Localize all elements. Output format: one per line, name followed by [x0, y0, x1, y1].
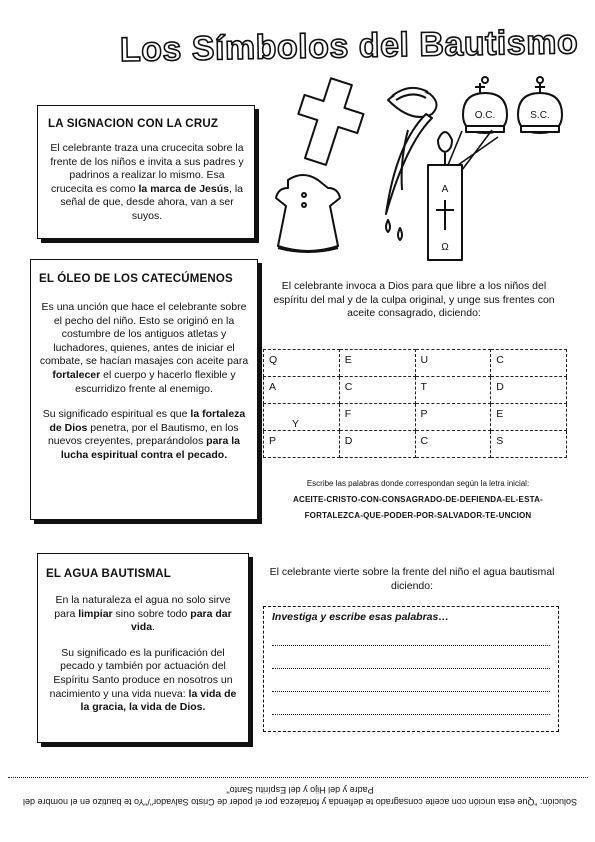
cut-line: [8, 777, 588, 778]
answer-line[interactable]: [272, 648, 550, 669]
oleo-box: [30, 259, 258, 520]
cross-icon: [286, 72, 371, 171]
intro-text: El celebrante invoca a Dios para que libre a los niños del espíritu del mal y de la culpa original, y unge sus frentes con aceite consagrado, diciendo:: [273, 280, 555, 320]
grid-cell[interactable]: Y: [264, 404, 340, 431]
baptism-gown-icon: [276, 175, 340, 252]
answer-line[interactable]: [272, 671, 550, 692]
solution-text: Solución: "Que esta unción con aceite consagrado te defienda y fortalezca por el poder de Cristo Salvador"/"Yo te bautizo en el nombre del Padre y del Hijo y del Espíritu Santo": [22, 785, 578, 807]
grid-cell[interactable]: T: [415, 377, 491, 404]
paschal-candle-icon: [428, 130, 498, 260]
candle-alpha: A: [441, 184, 449, 195]
oil-jar-sc-icon: [518, 77, 562, 133]
grid-cell[interactable]: U: [415, 350, 491, 377]
grid-cell[interactable]: F: [339, 404, 415, 431]
oil-label-oc: O.C.: [474, 110, 496, 121]
grid-cell[interactable]: Q: [264, 350, 340, 377]
grid-cell[interactable]: E: [491, 404, 567, 431]
agua-intro-text: El celebrante vierte sobre la frente del niño el agua bautismal diciendo:: [269, 566, 555, 592]
oleo-text: Es una unción que hace el celebrante sobre el pecho del niño. Esto se originó en la costumbre de los antiguos atletas y luchadores, quienes, antes de iniciar el combate, se hacían masajes con aceite para fortalecer el cuerpo y hacerlo flexible y escurridizo frente al enemigo.: [39, 301, 249, 395]
agua-box: [37, 553, 249, 743]
oil-label-sc: S.C.: [530, 110, 550, 121]
oleo-meaning: Su significado espiritual es que la fortaleza de Dios penetra, por el Bautismo, en los nuevos creyentes, preparándolos para la lucha espiritual contra el pecado.: [42, 408, 246, 461]
grid-cell[interactable]: A: [264, 377, 340, 404]
answer-line[interactable]: [272, 625, 550, 646]
instruction-text: Escribe las palabras donde correspondan según la letra inicial:: [306, 479, 530, 488]
agua-text: En la naturaleza el agua no solo sirve para limpiar sino sobre todo para dar vida.: [54, 594, 232, 634]
oleo-heading: EL ÓLEO DE LOS CATECÚMENOS: [39, 273, 233, 285]
signacion-heading: LA SIGNACION CON LA CRUZ: [48, 118, 219, 130]
answer-line[interactable]: [272, 694, 550, 715]
word-instructions: [268, 476, 568, 524]
grid-cell[interactable]: P: [264, 431, 340, 458]
grid-cell[interactable]: C: [491, 350, 567, 377]
investiga-label: Investiga y escribe esas palabras…: [272, 611, 449, 623]
grid-cell[interactable]: E: [339, 350, 415, 377]
grid-cell[interactable]: C: [415, 431, 491, 458]
word-list-line-2: FORTALEZCA-QUE-PODER-POR-SALVADOR-TE-UNCION: [304, 511, 532, 520]
page-title: Los Símbolos del Bautismo: [119, 23, 579, 70]
word-list-line-1: ACEITE-CRISTO-CON-CONSAGRADO-DE-DEFIENDA-EL-ESTA-: [293, 495, 543, 504]
investiga-box[interactable]: [263, 606, 559, 732]
baptism-symbols-illustration: [268, 70, 568, 270]
grid-cell[interactable]: D: [491, 377, 567, 404]
agua-heading: EL AGUA BAUTISMAL: [46, 568, 171, 580]
grid-cell[interactable]: S: [491, 431, 567, 458]
letter-grid: [263, 349, 567, 458]
grid-cell[interactable]: D: [339, 431, 415, 458]
agua-meaning: Su significado es la purificación del pecado y también por actuación del Espíritu Santo produce en nosotros un nacimiento y una vida nueva: la vida de la gracia, la vida de Dios.: [49, 646, 237, 714]
candle-omega: Ω: [441, 242, 449, 253]
signacion-box: [37, 105, 255, 239]
grid-cell[interactable]: C: [339, 377, 415, 404]
signacion-text: El celebrante traza una crucecita sobre la frente de los niños e invita a sus padres y padrinos a realizar lo mismo. Esa crucecita es como la marca de Jesús, la señal de que, desde ahora, van a ser suyos.: [50, 142, 244, 222]
oil-jar-oc-icon: [463, 77, 507, 133]
grid-cell[interactable]: P: [415, 404, 491, 431]
